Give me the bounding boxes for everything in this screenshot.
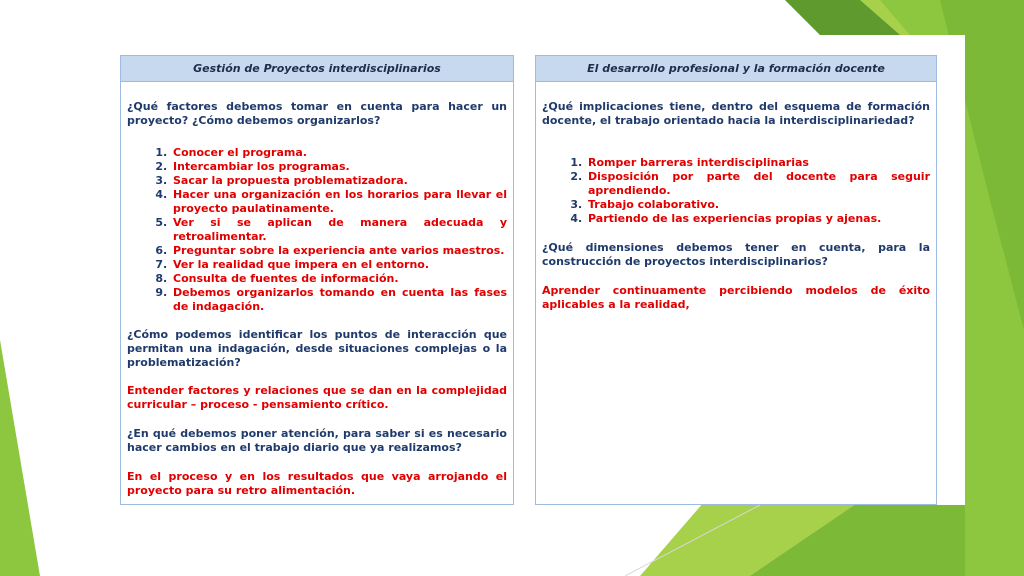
right-answer-2: Aprender continuamente percibiendo modelos de éxito aplicables a la realidad, bbox=[542, 284, 930, 311]
right-question-1: ¿Qué implicaciones tiene, dentro del esquema de formación docente, el trabajo orientado hacia la interdisciplinariedad? bbox=[542, 100, 930, 127]
list-item: 7. Ver la realidad que impera en el entorno. bbox=[171, 258, 507, 272]
left-table-header: Gestión de Proyectos interdisciplinarios bbox=[121, 56, 513, 82]
left-answer-list bbox=[127, 146, 507, 314]
list-item: 4. Hacer una organización en los horarios para llevar el proyecto paulatinamente. bbox=[171, 188, 507, 216]
left-question-1: ¿Qué factores debemos tomar en cuenta para hacer un proyecto? ¿Cómo debemos organizarlos? bbox=[127, 100, 507, 127]
list-item: 4. Partiendo de las experiencias propias y ajenas. bbox=[586, 212, 930, 226]
right-question-2: ¿Qué dimensiones debemos tener en cuenta, para la construcción de proyectos interdisciplinarios? bbox=[542, 241, 930, 268]
list-item: 6. Preguntar sobre la experiencia ante varios maestros. bbox=[171, 244, 507, 258]
left-question-2: ¿Cómo podemos identificar los puntos de interacción que permitan una indagación, desde situaciones complejas o la problematización? bbox=[127, 328, 507, 369]
list-item: 8. Consulta de fuentes de información. bbox=[171, 272, 507, 286]
list-item: 2. Disposición por parte del docente para seguir aprendiendo. bbox=[586, 170, 930, 198]
left-answer-2: Entender factores y relaciones que se dan en la complejidad curricular – proceso - pensamiento crítico. bbox=[127, 384, 507, 411]
left-table bbox=[120, 55, 514, 505]
list-item: 5. Ver si se aplican de manera adecuada y retroalimentar. bbox=[171, 216, 507, 244]
left-question-3: ¿En qué debemos poner atención, para saber si es necesario hacer cambios en el trabajo diario que ya realizamos? bbox=[127, 427, 507, 454]
right-table bbox=[535, 55, 937, 505]
list-item: 1. Conocer el programa. bbox=[171, 146, 507, 160]
list-item: 1. Romper barreras interdisciplinarias bbox=[586, 156, 930, 170]
right-table-header: El desarrollo profesional y la formación docente bbox=[536, 56, 936, 82]
list-item: 2. Intercambiar los programas. bbox=[171, 160, 507, 174]
list-item: 3. Sacar la propuesta problematizadora. bbox=[171, 174, 507, 188]
right-answer-list bbox=[542, 156, 930, 226]
left-answer-3: En el proceso y en los resultados que vaya arrojando el proyecto para su retro alimentación. bbox=[127, 470, 507, 497]
list-item: 9. Debemos organizarlos tomando en cuenta las fases de indagación. bbox=[171, 286, 507, 314]
list-item: 3. Trabajo colaborativo. bbox=[586, 198, 930, 212]
